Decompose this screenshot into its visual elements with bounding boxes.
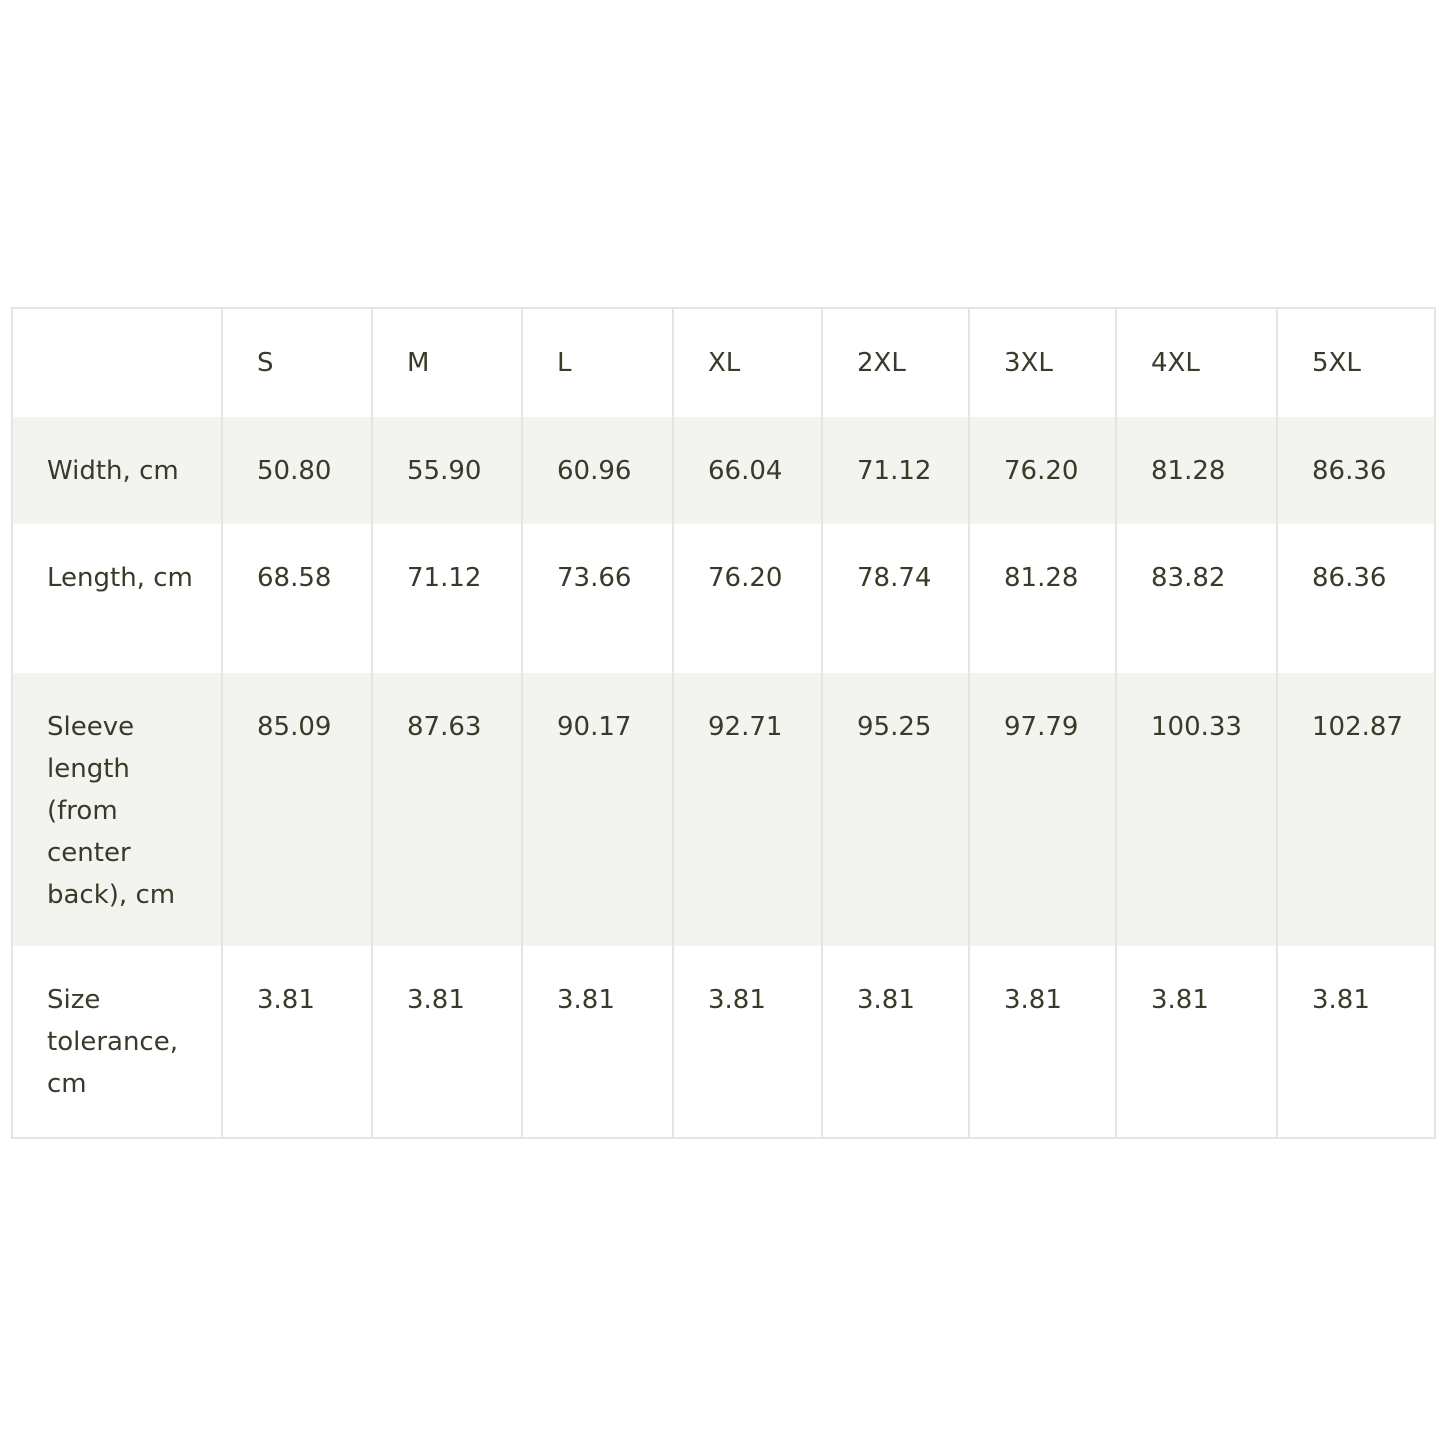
table-cell: 87.63	[372, 673, 522, 946]
table-cell: 86.36	[1277, 417, 1435, 524]
table-row-size-tolerance	[12, 946, 1435, 1138]
size-header-m: M	[372, 308, 522, 417]
table-cell: 76.20	[673, 524, 822, 673]
row-label: Width, cm	[12, 417, 222, 524]
row-label: Size tolerance, cm	[12, 946, 222, 1138]
corner-cell	[12, 308, 222, 417]
table-cell: 102.87	[1277, 673, 1435, 946]
table-cell: 81.28	[1116, 417, 1277, 524]
size-header-2xl: 2XL	[822, 308, 969, 417]
row-label: Sleeve length (from center back), cm	[12, 673, 222, 946]
size-header-4xl: 4XL	[1116, 308, 1277, 417]
table-cell: 78.74	[822, 524, 969, 673]
size-chart-table	[11, 307, 1436, 1139]
table-cell: 71.12	[372, 524, 522, 673]
table-cell: 97.79	[969, 673, 1116, 946]
size-header-xl: XL	[673, 308, 822, 417]
table-cell: 73.66	[522, 524, 673, 673]
header-row	[12, 308, 1435, 417]
table-cell: 81.28	[969, 524, 1116, 673]
table-cell: 68.58	[222, 524, 372, 673]
size-header-s: S	[222, 308, 372, 417]
table-cell: 85.09	[222, 673, 372, 946]
table-cell: 83.82	[1116, 524, 1277, 673]
table-cell: 3.81	[222, 946, 372, 1138]
table-cell: 3.81	[372, 946, 522, 1138]
table-cell: 3.81	[673, 946, 822, 1138]
table-cell: 95.25	[822, 673, 969, 946]
table-cell: 90.17	[522, 673, 673, 946]
table-cell: 3.81	[1277, 946, 1435, 1138]
table-cell: 92.71	[673, 673, 822, 946]
table-cell: 3.81	[822, 946, 969, 1138]
table-cell: 76.20	[969, 417, 1116, 524]
table-cell: 100.33	[1116, 673, 1277, 946]
table-cell: 60.96	[522, 417, 673, 524]
table-cell: 71.12	[822, 417, 969, 524]
size-header-5xl: 5XL	[1277, 308, 1435, 417]
table-cell: 66.04	[673, 417, 822, 524]
table-row-length	[12, 524, 1435, 673]
table-row-width	[12, 417, 1435, 524]
row-label: Length, cm	[12, 524, 222, 673]
size-header-3xl: 3XL	[969, 308, 1116, 417]
table-cell: 3.81	[969, 946, 1116, 1138]
table-cell: 3.81	[1116, 946, 1277, 1138]
table-cell: 55.90	[372, 417, 522, 524]
table-row-sleeve-length	[12, 673, 1435, 946]
table-cell: 86.36	[1277, 524, 1435, 673]
table-cell: 50.80	[222, 417, 372, 524]
table-cell: 3.81	[522, 946, 673, 1138]
size-header-l: L	[522, 308, 673, 417]
